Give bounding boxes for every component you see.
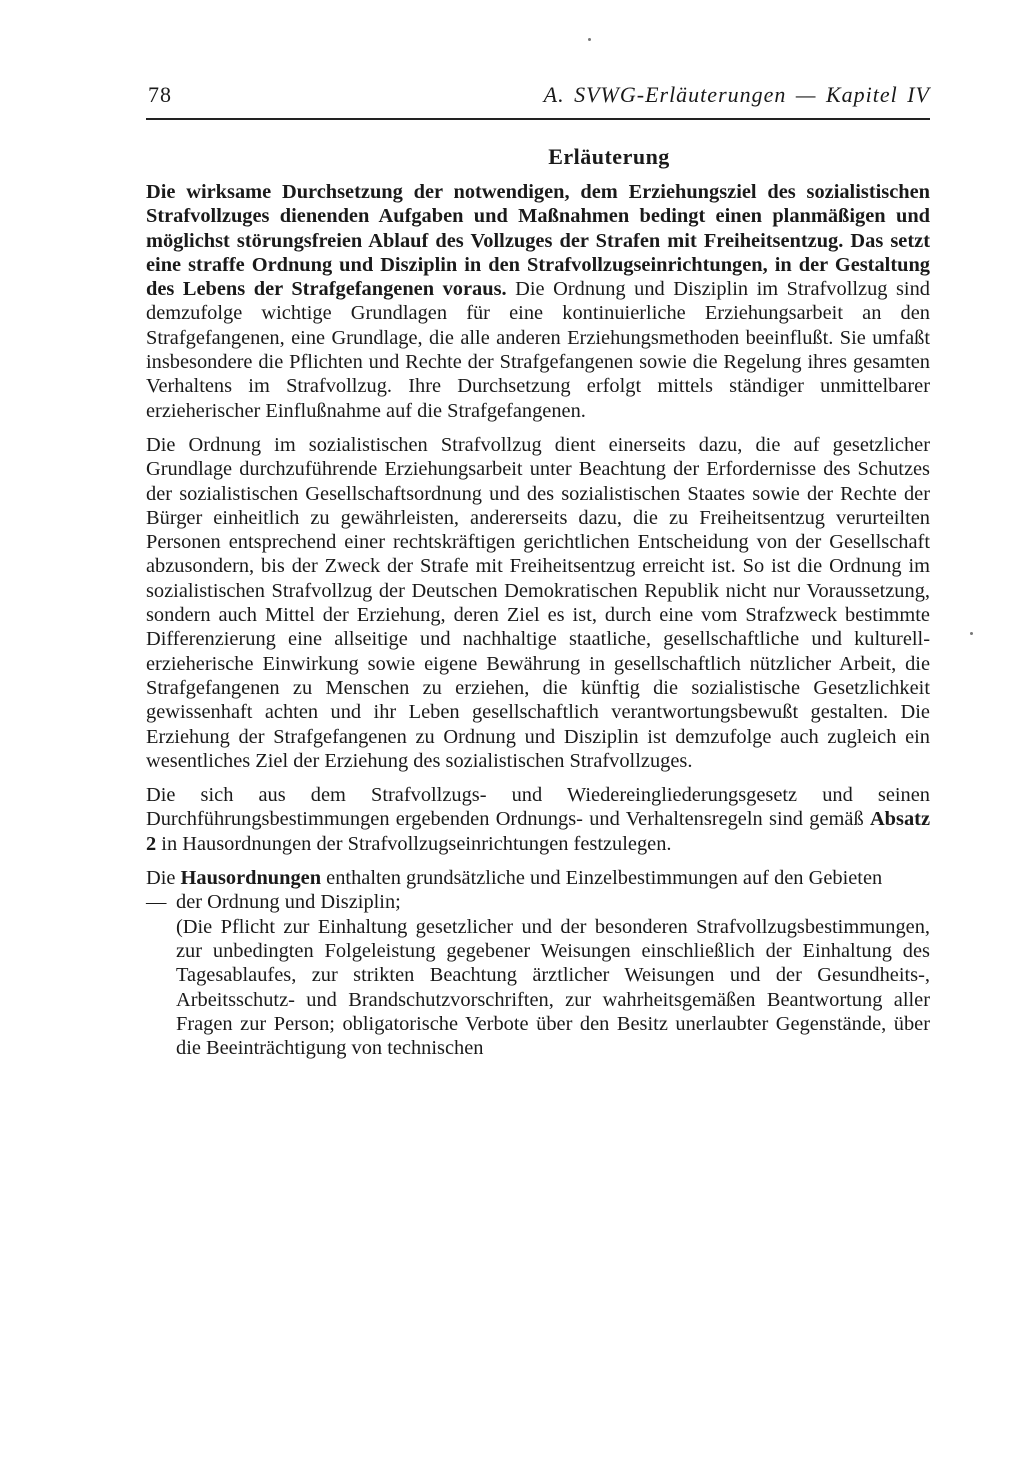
list-item [146,890,930,1060]
paragraph-4-text-b: enthalten grundsätzliche und Einzelbestimmungen auf den Gebieten [321,867,883,890]
paragraph-4-emphasis: Hausordnungen [180,867,322,890]
paragraph-1-body: Die Ordnung und Disziplin im Strafvollzug sind demzufolge wichtige Grundlagen für eine kontinuierliche Erziehungsarbeit an den Strafgefangenen, eine Grundlage, die alle anderen Erziehungsmethoden beeinflußt. Sie umfaßt insbesondere die Pflichten und Rechte der Strafgefangenen sowie die Regelung ihres gesamten Verhaltens im Strafvollzug. Ihre Durchsetzung erfolgt mittels ständiger unmittelbarer erzieherischer Einflußnahme auf die Strafgefangenen. [146,278,930,422]
paragraph-3-text-b: in Hausordnungen der Strafvollzugseinrichtungen festzulegen. [156,832,672,855]
print-speck [588,38,591,41]
paragraph-3 [146,783,930,856]
paragraph-4 [146,866,930,890]
paragraph-4-text-a: Die [146,867,181,890]
paragraph-1 [146,180,930,423]
paragraph-1-lead: Die wirksame Durchsetzung der notwendigen, dem Erziehungsziel des sozialistischen Strafvollzuges dienenden Aufgaben und Maßnahmen bedingt einen planmäßigen und möglichst störungsfreien Ablauf des Vollzuges der Strafen mit Freiheitsentzug. Das setzt eine straffe Ordnung und Disziplin in den Strafvollzugseinrichtungen, in der Gestaltung des Lebens der Strafgefangenen voraus. [146,181,930,301]
book-page [146,82,930,1060]
paragraph-3-emphasis: Absatz 2 [146,808,930,855]
list-item-label: der Ordnung und Disziplin; [176,891,401,914]
paragraph-2: Die Ordnung im sozialistischen Strafvollzug dient einerseits dazu, die auf gesetzlicher Grundlage durchzuführende Erziehungsarbeit unter Beachtung der Erfordernisse des Schutzes der sozialistischen Gesellschaftsordnung und des sozialistischen Staates sowie der Rechte der Bürger einheitlich zu gewährleisten, andererseits dazu, die zu Freiheitsentzug verurteilten Personen entsprechend einer rechtskräftigen gerichtlichen Entscheidung von der Gesellschaft abzusondern, bis der Zweck der Strafe mit Freiheitsentzug erreicht ist. So ist die Ordnung im sozialistischen Strafvollzug der Deutschen Demokratischen Republik nicht nur Voraussetzung, sondern auch Mittel der Erziehung, deren Ziel es ist, durch eine vom Strafzweck bestimmte Differenzierung eine allseitige und nachhaltige staatliche, gesellschaftliche und kulturell-erzieherische Einwirkung sowie eigene Bewährung in gesellschaftlich nützlicher Arbeit, die Strafgefangenen zu Menschen zu erziehen, die künftig die sozialistische Gesetzlichkeit gewissenhaft achten und ihr Leben gesellschaftlich verantwortungsbewußt gestalten. Die Erziehung der Strafgefangenen zu Ordnung und Disziplin ist demzufolge auch zugleich ein wesentliches Ziel der Erziehung des sozialistischen Strafvollzuges. [146,433,930,772]
dash-marker: — [146,891,167,914]
section-title: Erläuterung [548,144,670,169]
page-header [146,82,930,120]
domain-list [146,890,930,1060]
running-head: A. SVWG-Erläuterungen — Kapitel IV [543,82,930,107]
list-item-detail: (Die Pflicht zur Einhaltung gesetzlicher und der besonderen Strafvollzugsbestimmungen, zur unbedingten Folgeleistung gegebener Weisungen einschließlich der Einhaltung des Tagesablaufes, zur strikten Beachtung ärztlicher Weisungen und der Gesundheits-, Arbeitsschutz- und Brandschutzvorschriften, zur wahrheitsgemäßen Beantwortung aller Fragen zur Person; obligatorische Verbote über den Besitz unerlaubter Gegenstände, über die Beeinträchtigung von technischen [176,915,930,1060]
page-number: 78 [148,82,172,107]
print-speck [970,632,973,635]
paragraph-3-text-a: Die sich aus dem Strafvollzugs- und Wiedereingliederungsgesetz und seinen Durchführungsbestimmungen ergebenden Ordnungs- und Verhaltensregeln sind gemäß [146,784,930,831]
